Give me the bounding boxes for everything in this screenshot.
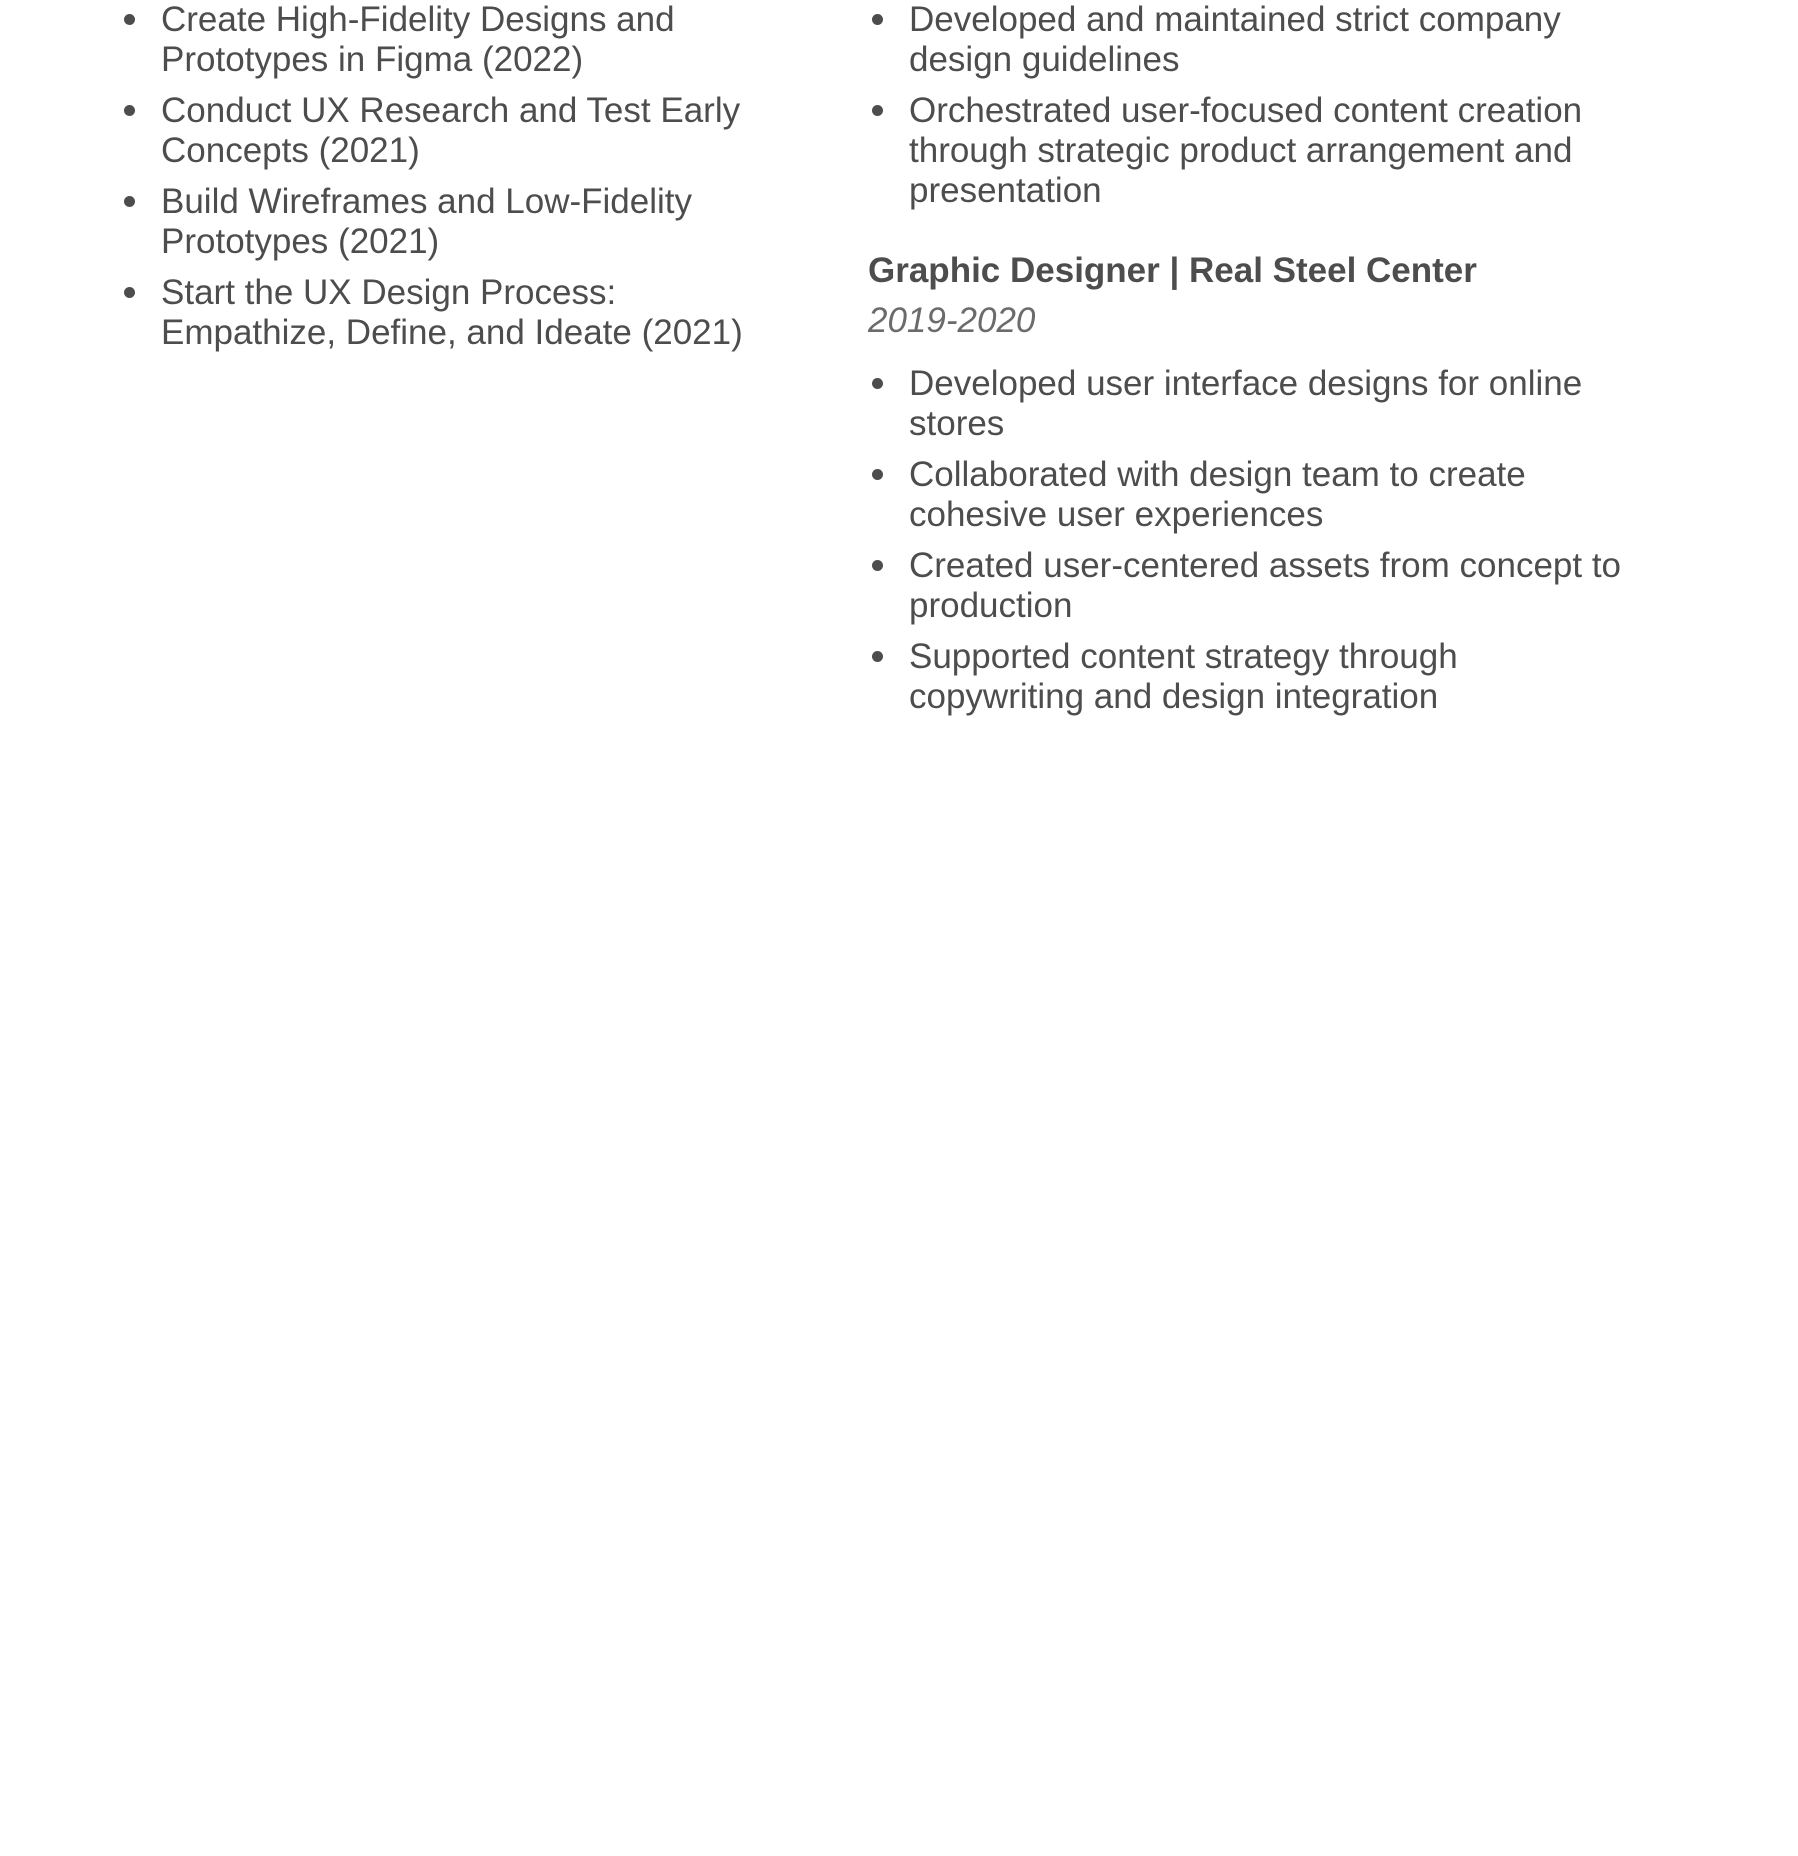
job-title: Graphic Designer | Real Steel Center [868, 251, 1477, 290]
list-item-text: Created user-centered assets from concept to production [909, 546, 1622, 625]
list-item [868, 546, 1688, 626]
list-item [868, 364, 1688, 444]
list-item-text: Developed user interface designs for online stores [909, 364, 1583, 443]
course-list [120, 0, 780, 353]
bullet-icon [872, 560, 883, 571]
list-item [868, 637, 1688, 717]
list-item [120, 91, 780, 171]
bullet-icon [872, 469, 883, 480]
list-item-text: Supported content strategy through copywriting and design integration [909, 637, 1458, 716]
bullet-icon [124, 196, 135, 207]
previous-job-duties [868, 0, 1688, 211]
list-item [868, 0, 1688, 80]
experience-column [868, 0, 1688, 728]
job-dates: 2019-2020 [868, 301, 1036, 340]
list-item [120, 273, 780, 353]
list-item [868, 91, 1688, 211]
bullet-icon [872, 378, 883, 389]
bullet-icon [124, 105, 135, 116]
list-item-text: Build Wireframes and Low-Fidelity Prototypes (2021) [161, 182, 693, 261]
courses-column [120, 0, 780, 364]
list-item-text: Conduct UX Research and Test Early Concepts (2021) [161, 91, 741, 170]
list-item [120, 0, 780, 80]
bullet-icon [872, 14, 883, 25]
bullet-icon [124, 14, 135, 25]
bullet-icon [124, 287, 135, 298]
list-item-text: Create High-Fidelity Designs and Prototypes in Figma (2022) [161, 0, 675, 79]
list-item [120, 182, 780, 262]
list-item [868, 455, 1688, 535]
job-duties [868, 364, 1688, 717]
bullet-icon [872, 651, 883, 662]
bullet-icon [872, 105, 883, 116]
list-item-text: Start the UX Design Process: Empathize, Define, and Ideate (2021) [161, 273, 743, 352]
list-item-text: Collaborated with design team to create cohesive user experiences [909, 455, 1526, 534]
list-item-text: Developed and maintained strict company design guidelines [909, 0, 1561, 79]
list-item-text: Orchestrated user-focused content creation through strategic product arrangement and presentation [909, 91, 1583, 210]
